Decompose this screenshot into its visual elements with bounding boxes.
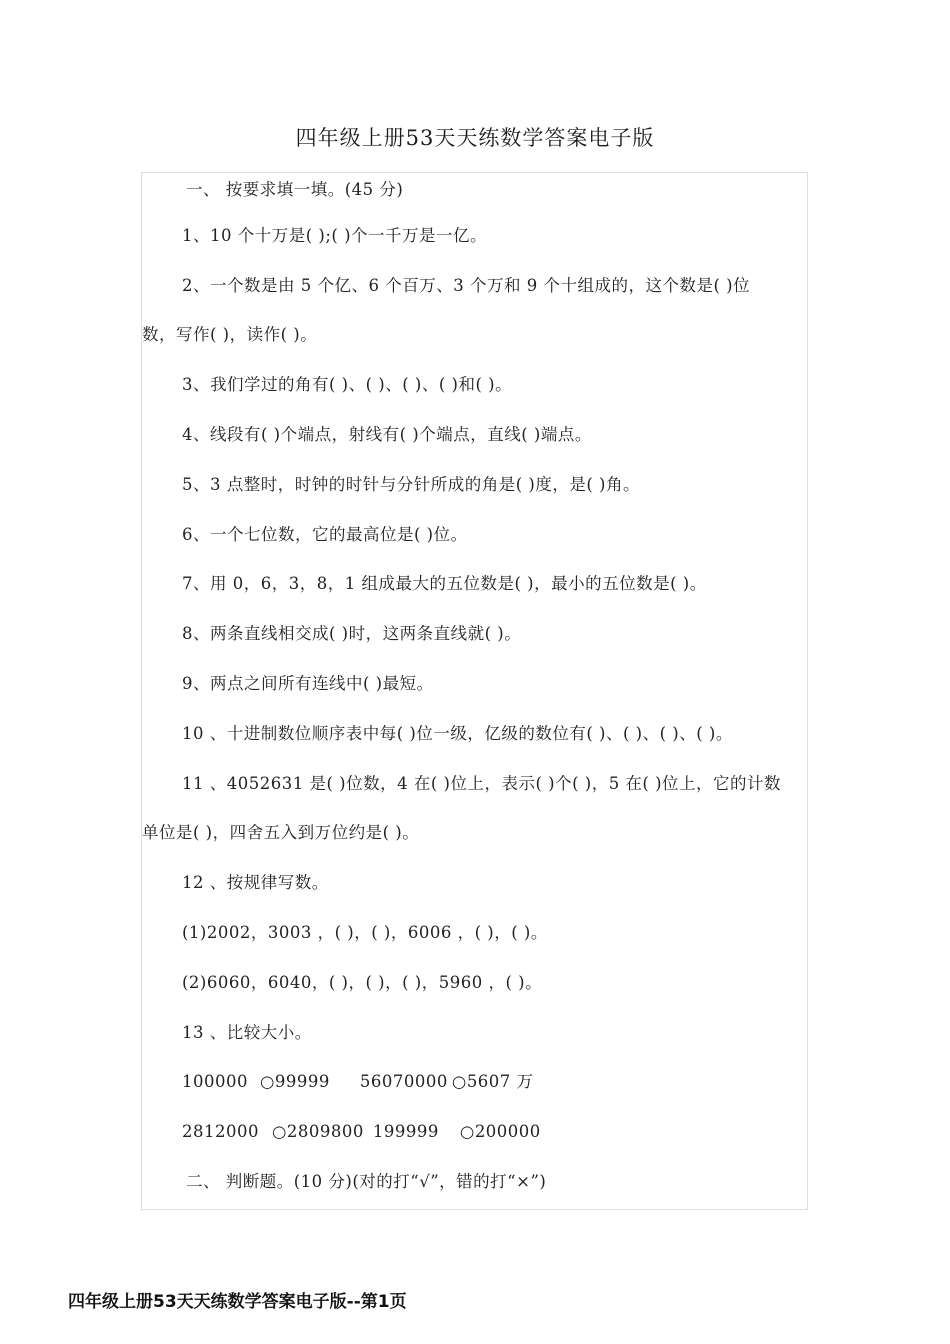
compare-value: 100000 (182, 1072, 248, 1091)
compare-circle-icon: ○ (260, 1072, 275, 1091)
question-6: 6、一个七位数，它的最高位是( )位。 (182, 525, 468, 544)
compare-value: 99999 (274, 1072, 330, 1091)
compare-value: 5607 万 (466, 1072, 534, 1091)
content-frame (141, 172, 808, 1210)
section-1-heading: 一、 按要求填一填。(45 分) (186, 180, 404, 199)
question-8: 8、两条直线相交成( )时，这两条直线就( )。 (182, 624, 522, 643)
question-11: 11 、4052631 是( )位数，4 在( )位上，表示( )个( )，5 在( )位上，它的计数 (182, 774, 782, 793)
compare-value: 56070000 (359, 1072, 448, 1091)
question-11-continued: 单位是( )，四舍五入到万位约是( )。 (142, 823, 420, 842)
compare-row (142, 1070, 872, 1094)
compare-value: 2809800 (286, 1122, 364, 1141)
compare-value: 2812000 (182, 1122, 259, 1141)
question-7: 7、用 0，6，3，8，1 组成最大的五位数是( )，最小的五位数是( )。 (182, 574, 707, 593)
compare-circle-icon: ○ (272, 1122, 287, 1141)
compare-circle-icon: ○ (451, 1072, 467, 1091)
document-title: 四年级上册53天天练数学答案电子版 (295, 126, 655, 150)
question-10: 10 、十进制数位顺序表中每( )位一级，亿级的数位有( )、( )、( )、( )。 (182, 724, 733, 743)
question-12-part-2: (2)6060，6040，( )，( )，( )，5960 ，( )。 (182, 973, 543, 992)
question-4: 4、线段有( )个端点，射线有( )个端点，直线( )端点。 (182, 425, 592, 444)
page-footer: 四年级上册53天天练数学答案电子版--第1页 (68, 1292, 407, 1312)
compare-circle-icon: ○ (459, 1122, 475, 1141)
question-1: 1、10 个十万是( );( )个一千万是一亿。 (182, 226, 488, 245)
question-12-part-1: (1)2002，3003 ，( )，( )，6006 ，( )，( )。 (182, 923, 548, 942)
question-2-continued: 数，写作( )，读作( )。 (142, 325, 318, 344)
question-5: 5、3 点整时，时钟的时针与分针所成的角是( )度，是( )角。 (182, 475, 640, 494)
question-12: 12 、按规律写数。 (182, 873, 329, 892)
question-2: 2、一个数是由 5 个亿、6 个百万、3 个万和 9 个十组成的，这个数是( )位 (182, 276, 751, 295)
question-3: 3、我们学过的角有( )、( )、( )、( )和( )。 (182, 375, 513, 394)
compare-row (142, 1120, 872, 1144)
section-2-heading: 二、 判断题。(10 分)(对的打“√”，错的打“×”) (186, 1172, 547, 1191)
question-13: 13 、比较大小。 (182, 1023, 312, 1042)
compare-value: 200000 (474, 1122, 541, 1141)
question-9: 9、两点之间所有连线中( )最短。 (182, 674, 434, 693)
compare-value: 199999 (372, 1122, 439, 1141)
